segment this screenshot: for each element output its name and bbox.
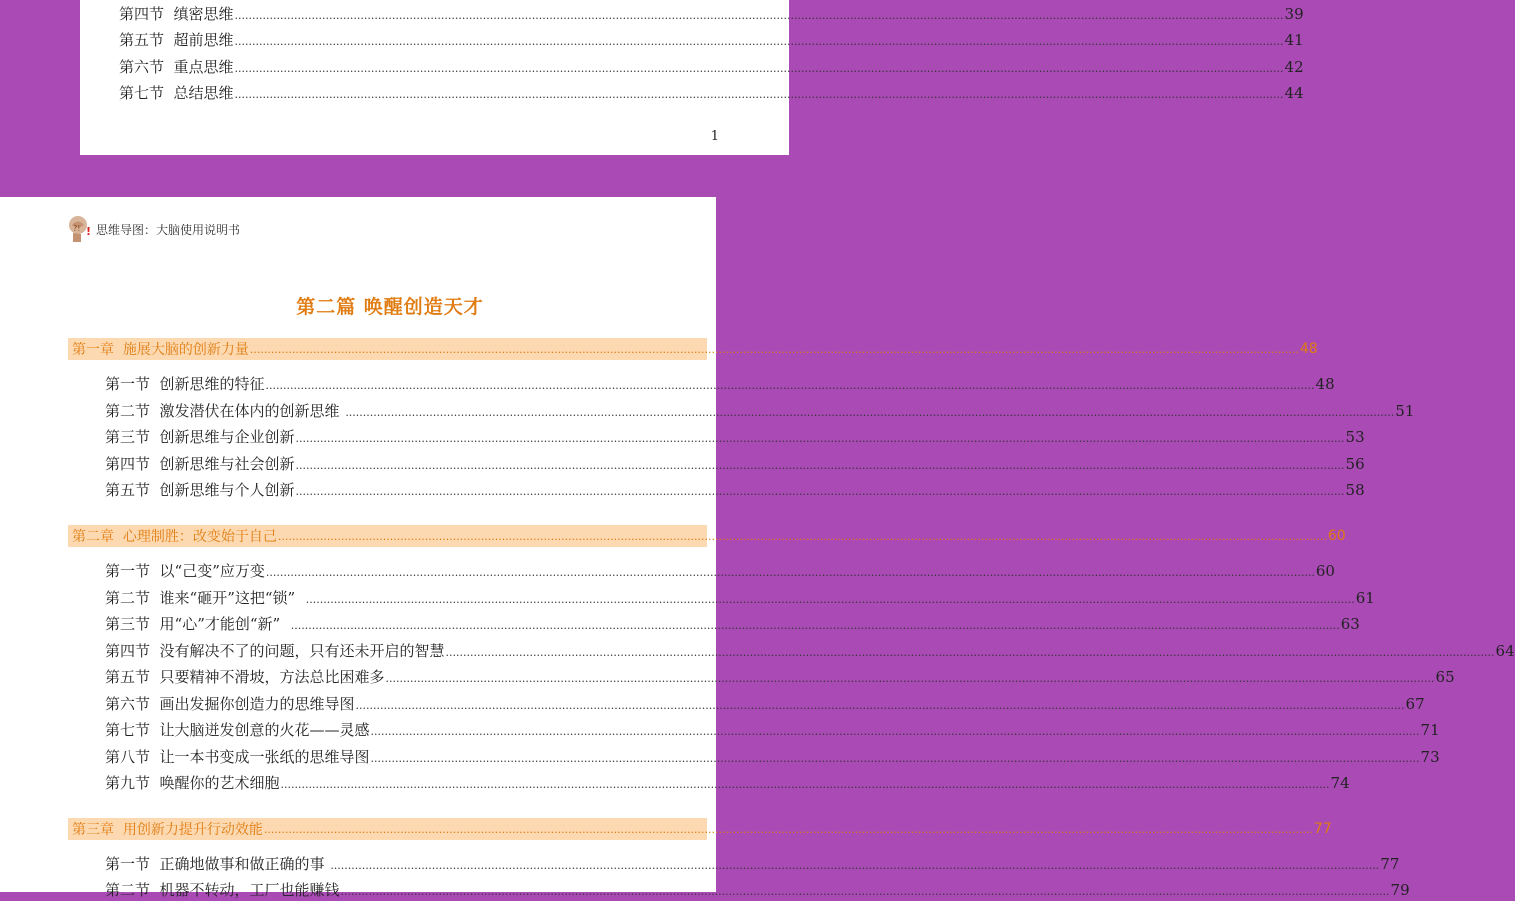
toc-section-row[interactable] xyxy=(119,31,1304,49)
toc-section-row[interactable] xyxy=(105,695,1425,713)
chapter-row[interactable] xyxy=(68,338,1318,360)
section-page-number: 53 xyxy=(1345,428,1365,446)
section-label: 第二节 机器不转动，工厂也能赚钱 xyxy=(105,881,340,899)
toc-section-row[interactable] xyxy=(105,748,1440,766)
toc-section-row[interactable] xyxy=(105,881,1410,899)
brain-head-logo-icon xyxy=(68,215,92,243)
book-title: 思维导图：大脑使用说明书 xyxy=(96,222,241,237)
chapter-row[interactable] xyxy=(68,525,1346,547)
toc-section-row[interactable] xyxy=(119,84,1304,102)
toc-section-row[interactable] xyxy=(105,562,1335,580)
chapter-page-number: 60 xyxy=(1327,528,1346,544)
section-label: 第一节 正确地做事和做正确的事 xyxy=(105,855,330,873)
section-label: 第六节 重点思维 xyxy=(119,58,234,76)
section-page-number: 63 xyxy=(1340,615,1360,633)
running-header xyxy=(68,215,240,243)
toc-section-row[interactable] xyxy=(105,668,1455,686)
section-label: 第四节 缜密思维 xyxy=(119,5,234,23)
leader-dots: ............................................................................................................................................................................................................................................................................................................ xyxy=(234,9,1284,22)
leader-dots: ............................................................................................................................................................................................................................................................................................................ xyxy=(265,566,1315,579)
section-label: 第二节 激发潜伏在体内的创新思维 xyxy=(105,402,345,420)
leader-dots: ............................................................................................................................................................................................................................................................................................................ xyxy=(305,593,1355,606)
leader-dots: ............................................................................................................................................................................................................................................................................................................ xyxy=(345,406,1395,419)
leader-dots: ............................................................................................................................................................................................................................................................................................................ xyxy=(295,485,1345,498)
toc-section-row[interactable] xyxy=(119,58,1304,76)
chapter-label: 第一章 施展大脑的创新力量 xyxy=(72,342,249,358)
chapter-label: 第二章 心理制胜：改变始于自己 xyxy=(72,529,277,545)
section-page-number: 48 xyxy=(1315,375,1335,393)
section-page-number: 74 xyxy=(1330,774,1350,792)
chapter-row[interactable] xyxy=(68,818,1332,840)
section-label: 第五节 创新思维与个人创新 xyxy=(105,481,295,499)
section-label: 第四节 创新思维与社会创新 xyxy=(105,455,295,473)
toc-section-row[interactable] xyxy=(105,774,1350,792)
section-page-number: 42 xyxy=(1284,58,1304,76)
leader-dots: ............................................................................................................................................................................................................................................................................................................ xyxy=(370,752,1420,765)
section-page-number: 60 xyxy=(1315,562,1335,580)
toc-section-row[interactable] xyxy=(105,642,1515,660)
leader-dots: ............................................................................................................................................................................................................................................................................................................ xyxy=(280,778,1330,791)
leader-dots: ............................................................................................................................................................................................................................................................................................................ xyxy=(340,885,1390,898)
svg-text:!: ! xyxy=(86,225,92,238)
part-title: 第二篇 唤醒创造天才 xyxy=(296,296,484,318)
section-label: 第六节 画出发掘你创造力的思维导图 xyxy=(105,695,355,713)
page-number: 1 xyxy=(710,129,719,144)
leader-dots: ............................................................................................................................................................................................................................................................................................................ xyxy=(249,342,1299,356)
section-label: 第五节 只要精神不滑坡，方法总比困难多 xyxy=(105,668,385,686)
section-label: 第九节 唤醒你的艺术细胞 xyxy=(105,774,280,792)
leader-dots: ............................................................................................................................................................................................................................................................................................................ xyxy=(295,432,1345,445)
toc-section-row[interactable] xyxy=(105,589,1375,607)
section-label: 第三节 用“心”才能创“新” xyxy=(105,615,290,633)
leader-dots: ............................................................................................................................................................................................................................................................................................................ xyxy=(277,529,1327,543)
section-page-number: 65 xyxy=(1435,668,1455,686)
leader-dots: ............................................................................................................................................................................................................................................................................................................ xyxy=(385,672,1435,685)
toc-section-row[interactable] xyxy=(119,5,1304,23)
section-label: 第二节 谁来“砸开”这把“锁” xyxy=(105,589,305,607)
section-label: 第五节 超前思维 xyxy=(119,31,234,49)
chapter-page-number: 48 xyxy=(1299,341,1318,357)
toc-section-row[interactable] xyxy=(105,428,1365,446)
chapter-page-number: 77 xyxy=(1313,821,1332,837)
leader-dots: ............................................................................................................................................................................................................................................................................................................ xyxy=(234,62,1284,75)
toc-section-row[interactable] xyxy=(105,721,1440,739)
leader-dots: ............................................................................................................................................................................................................................................................................................................ xyxy=(355,699,1405,712)
toc-section-row[interactable] xyxy=(105,402,1415,420)
section-label: 第三节 创新思维与企业创新 xyxy=(105,428,295,446)
section-page-number: 51 xyxy=(1395,402,1415,420)
section-page-number: 67 xyxy=(1405,695,1425,713)
section-page-number: 77 xyxy=(1380,855,1400,873)
leader-dots: ............................................................................................................................................................................................................................................................................................................ xyxy=(295,459,1345,472)
section-page-number: 64 xyxy=(1495,642,1515,660)
leader-dots: ............................................................................................................................................................................................................................................................................................................ xyxy=(445,646,1495,659)
previous-page xyxy=(80,0,1304,155)
section-label: 第七节 让大脑迸发创意的火花——灵感 xyxy=(105,721,370,739)
section-page-number: 58 xyxy=(1345,481,1365,499)
toc-section-row[interactable] xyxy=(105,481,1365,499)
section-page-number: 61 xyxy=(1355,589,1375,607)
leader-dots: ............................................................................................................................................................................................................................................................................................................ xyxy=(263,822,1313,836)
toc-section-row[interactable] xyxy=(105,375,1335,393)
section-page-number: 39 xyxy=(1284,5,1304,23)
section-page-number: 56 xyxy=(1345,455,1365,473)
section-page-number: 44 xyxy=(1284,84,1304,102)
toc-section-row[interactable] xyxy=(105,855,1400,873)
section-label: 第一节 创新思维的特征 xyxy=(105,375,265,393)
section-page-number: 71 xyxy=(1420,721,1440,739)
leader-dots: ............................................................................................................................................................................................................................................................................................................ xyxy=(265,379,1315,392)
section-label: 第一节 以“己变”应万变 xyxy=(105,562,265,580)
leader-dots: ............................................................................................................................................................................................................................................................................................................ xyxy=(330,859,1380,872)
leader-dots: ............................................................................................................................................................................................................................................................................................................ xyxy=(234,88,1284,101)
section-page-number: 79 xyxy=(1390,881,1410,899)
leader-dots: ............................................................................................................................................................................................................................................................................................................ xyxy=(370,725,1420,738)
section-page-number: 73 xyxy=(1420,748,1440,766)
leader-dots: ............................................................................................................................................................................................................................................................................................................ xyxy=(290,619,1340,632)
chapter-label: 第三章 用创新力提升行动效能 xyxy=(72,822,263,838)
current-page xyxy=(0,197,1515,899)
svg-text:?!: ?! xyxy=(73,224,81,233)
toc-section-row[interactable] xyxy=(105,615,1360,633)
toc-section-row[interactable] xyxy=(105,455,1365,473)
leader-dots: ............................................................................................................................................................................................................................................................................................................ xyxy=(234,35,1284,48)
section-label: 第八节 让一本书变成一张纸的思维导图 xyxy=(105,748,370,766)
section-page-number: 41 xyxy=(1284,31,1304,49)
section-label: 第七节 总结思维 xyxy=(119,84,234,102)
section-label: 第四节 没有解决不了的问题，只有还未开启的智慧 xyxy=(105,642,445,660)
